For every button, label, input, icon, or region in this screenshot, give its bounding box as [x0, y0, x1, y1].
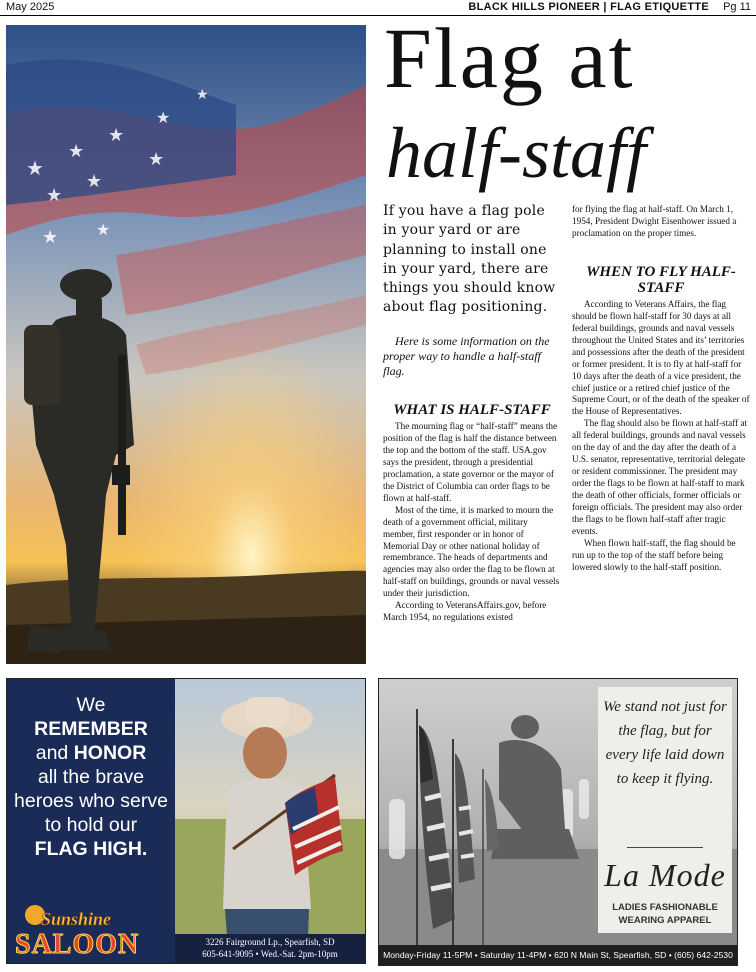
cowboy-child-illustration	[175, 679, 365, 963]
headline-line-2: half-staff	[386, 113, 647, 193]
svg-text:★: ★	[196, 87, 209, 103]
ad-msg-line: and	[35, 742, 69, 764]
section-heading-when-to-fly: WHEN TO FLY HALF-STAFF	[586, 263, 736, 296]
logo-text-saloon: SALOON	[15, 929, 140, 960]
la-mode-subtitle-line: LADIES FASHIONABLE	[612, 902, 718, 913]
saloon-address-bar	[175, 934, 365, 963]
paragraph: The flag should also be flown at half-staff at all federal buildings, grounds and naval vessels on the day of and the day after the death of a U.S. senator, representative, territorial delegate or resident commissioner. The president may order the flags to be flown at half-staff to mark the death of other officials, former officials or foreign officials. The president may also order the flags to be flown half-staff after tragic events.	[572, 418, 748, 536]
paragraph-continued: for flying the flag at half-staff. On March 1, 1954, President Dwight Eisenhower issued a proclamation on the proper times.	[572, 204, 737, 238]
la-mode-subtitle-line: WEARING APPAREL	[618, 915, 712, 926]
section-heading-what-is: WHAT IS HALF-STAFF	[393, 402, 551, 418]
saloon-address: 3226 Fairground Lp., Spearfish, SD	[205, 937, 335, 947]
paragraph: According to Veterans Affairs, the flag should be flown half-staff for 30 days at all federal buildings, grounds and naval vessels throughout the United States and its’ territories and possessions after the death of the president or former president. It is to fly at half-staff for 10 days after the death of a vice president, the chief justice or a retired chief justice of the Supreme Court, or of the death of the speaker of the House of Representatives.	[572, 298, 750, 417]
article-column-1	[383, 400, 561, 624]
ad-msg-flag-high: FLAG HIGH.	[34, 838, 148, 860]
la-mode-panel	[598, 687, 732, 933]
ad-msg-line: We	[76, 694, 106, 716]
page-number: Pg 11	[723, 1, 751, 13]
paragraph: The mourning flag or “half-staff” means the position of the flag is half the distance between the top and the bottom of the staff. USA.gov says the president, through a presidential proclamation, a state governor or the mayor of the District of Columbia can order flags to be flown at half-staff.	[383, 421, 558, 503]
publication-section: BLACK HILLS PIONEER | FLAG ETIQUETTE	[468, 1, 709, 13]
la-mode-logo: La Mode	[604, 857, 726, 893]
la-mode-hours-address-bar: Monday-Friday 11-5PM • Saturday 11-4PM • 620 N Main St, Spearfish, SD • (605) 642-2530	[379, 945, 737, 965]
soldier-sunset-illustration	[6, 25, 366, 664]
la-mode-subtitle	[598, 901, 732, 927]
paragraph: When flown half-staff, the flag should be run up to the top of the staff before being lowered slowly to the half-staff position.	[572, 537, 736, 572]
divider	[627, 847, 703, 848]
la-mode-quote: We stand not just for the flag, but for every life laid down to keep it flying.	[603, 699, 727, 787]
svg-text:★: ★	[68, 141, 85, 162]
sunshine-saloon-logo	[9, 901, 173, 961]
svg-text:★: ★	[42, 227, 59, 248]
sunshine-saloon-ad[interactable]	[6, 678, 366, 964]
paragraph: Most of the time, it is marked to mourn the death of a government official, military member, first responder or in honor of Memorial Day or other national holiday of remembrance. The heads of departments and agencies may also order the flag to be flown at half-staff on buildings, grounds or naval vessels under their jurisdiction.	[383, 504, 560, 599]
svg-text:★: ★	[26, 156, 44, 180]
cowboy-child-photo	[175, 679, 365, 963]
hero-soldier-flag-image	[6, 25, 366, 664]
article-deck: If you have a flag pole in your yard or are planning to install one in your yard, there are things you should know about flag positioning.	[383, 203, 556, 316]
logo-text-sunshine: Sunshine	[41, 909, 112, 929]
article-column-2	[572, 204, 750, 574]
paragraph: According to VeteransAffairs.gov, before March 1954, no regulations existed	[383, 600, 547, 623]
ad-msg-remember: REMEMBER	[34, 718, 148, 740]
svg-text:★: ★	[86, 171, 103, 192]
headline-line-1: Flag at	[384, 10, 635, 106]
svg-text:★: ★	[96, 220, 111, 239]
article-intro	[383, 334, 561, 379]
ad-msg-honor: HONOR	[73, 742, 147, 764]
saloon-contact-hours: 605-641-9095 • Wed.-Sat. 2pm-10pm	[202, 948, 338, 959]
intro-text: Here is some information on the proper way to handle a half-staff flag.	[383, 334, 550, 378]
ad-message	[11, 693, 171, 861]
page-header	[0, 0, 756, 16]
ad-msg-line: all the brave heroes who serve to hold our	[14, 766, 168, 836]
svg-text:★: ★	[156, 108, 171, 127]
svg-text:★: ★	[108, 125, 125, 146]
ad-message-panel	[7, 679, 175, 963]
svg-text:★: ★	[148, 149, 165, 170]
svg-text:★: ★	[46, 185, 63, 206]
la-mode-ad[interactable]	[378, 678, 738, 966]
issue-date: May 2025	[6, 1, 55, 13]
